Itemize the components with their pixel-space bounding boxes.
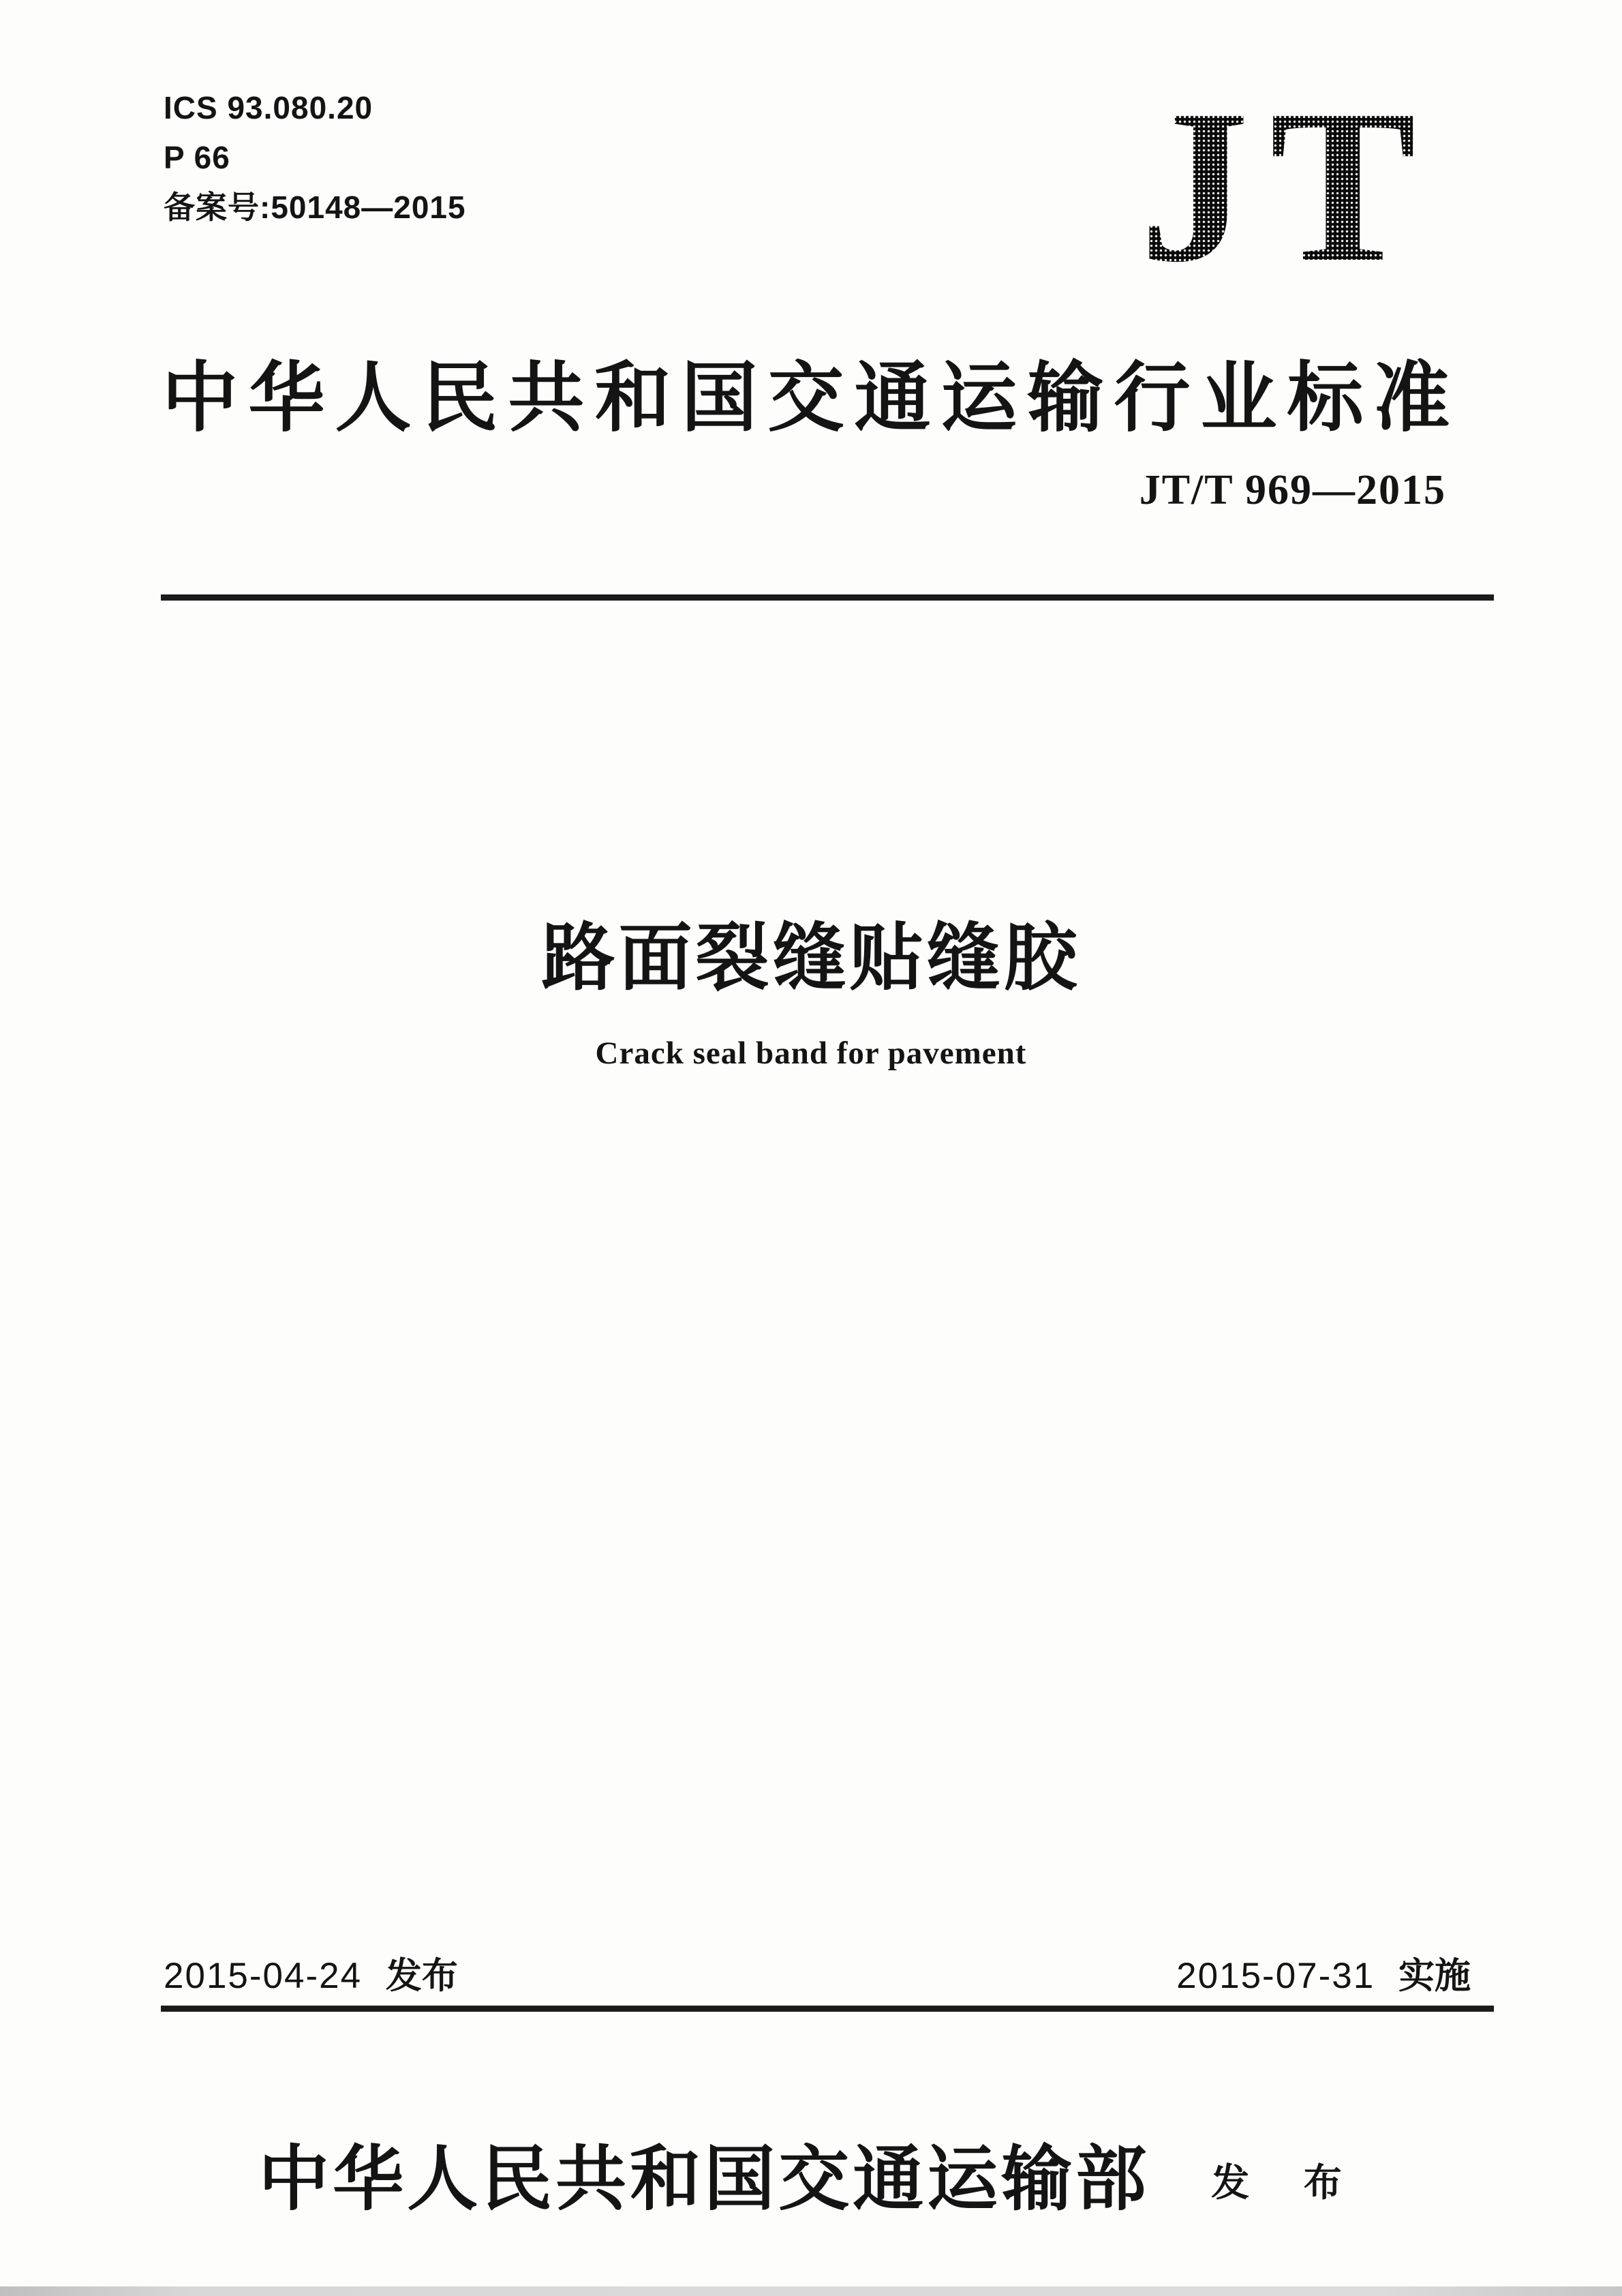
jt-logo: JT xyxy=(1139,64,1437,307)
standard-category-heading: 中华人民共和国交通运输行业标准 xyxy=(162,355,1460,440)
document-title-english: Crack seal band for pavement xyxy=(595,1036,1027,1071)
issue-date-group xyxy=(164,1947,458,1999)
implement-date: 2015-07-31 xyxy=(1176,1956,1375,1996)
scan-bottom-edge xyxy=(0,2286,1622,2296)
ics-code: ICS 93.080.20 xyxy=(164,90,373,125)
issue-label: 发布 xyxy=(385,1956,458,1996)
issue-date: 2015-04-24 xyxy=(164,1956,363,1996)
record-number: 备案号:50148—2015 xyxy=(164,190,466,225)
bottom-divider-rule xyxy=(161,2006,1494,2012)
publisher-row xyxy=(0,2121,1622,2224)
classification-code: P 66 xyxy=(164,140,230,175)
implement-date-group xyxy=(1176,1947,1471,1999)
dates-row xyxy=(164,1947,1471,1999)
publish-action-label: 发 布 xyxy=(1211,2161,1364,2204)
implement-label: 实施 xyxy=(1398,1956,1471,1996)
document-title-chinese: 路面裂缝贴缝胶 xyxy=(541,916,1081,999)
standard-number: JT/T 969—2015 xyxy=(1139,467,1446,513)
top-left-metadata xyxy=(164,83,466,232)
top-divider-rule xyxy=(161,594,1494,601)
publisher-name: 中华人民共和国交通运输部 xyxy=(258,2140,1150,2219)
